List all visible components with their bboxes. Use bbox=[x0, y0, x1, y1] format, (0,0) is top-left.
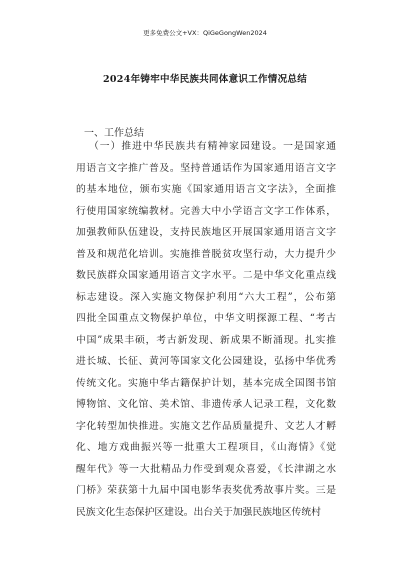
paragraph-line: 标志建设。深入实施文物保护利用“六大工程”，公布第 bbox=[76, 291, 336, 303]
section-heading: 一、工作总结 bbox=[84, 128, 144, 139]
paragraph-line: 博物馆、文化馆、美术馆、非遗传承人记录工程，文化数 bbox=[76, 399, 336, 410]
body-paragraph bbox=[76, 136, 336, 523]
paragraph-line: 行使用国家统编教材。完善大中小学语言文字工作体系， bbox=[76, 205, 336, 217]
paragraph-line: 进长城、长征、黄河等国家文化公园建设，弘扬中华优秀 bbox=[76, 356, 336, 367]
paragraph-line: 化、地方戏曲振兴等一批重大工程项目，《山海情》《觉 bbox=[76, 442, 336, 453]
paragraph-line: 用语言文字推广普及。坚持普通话作为国家通用语言文字 bbox=[76, 162, 336, 174]
paragraph-line: 数民族群众国家通用语言文字水平。二是中华文化重点线 bbox=[76, 270, 336, 281]
paragraph-line: （一）推进中华民族共有精神家园建设。一是国家通 bbox=[89, 141, 336, 152]
paragraph-line: 醒年代》等一大批精品力作受到观众喜爱，《长津湖之水 bbox=[76, 463, 336, 475]
paragraph-line: 加强教师队伍建设，支持民族地区开展国家通用语言文字 bbox=[76, 227, 336, 238]
paragraph-line: 字化转型加快推进。实施文艺作品质量提升、文艺人才孵 bbox=[76, 420, 336, 432]
paragraph-line: 的基本地位，颁布实施《国家通用语言文字法》，全面推 bbox=[76, 184, 336, 195]
header-note: 更多免费公文+VX：QiGeGongWen2024 bbox=[143, 29, 267, 37]
paragraph-line: 门桥》荣获第十九届中国电影华表奖优秀故事片奖。三是 bbox=[76, 485, 336, 496]
paragraph-line: 普及和规范化培训。实施推普脱贫攻坚行动，大力提升少 bbox=[76, 248, 336, 260]
paragraph-line: 传统文化。实施中华古籍保护计划，基本完成全国图书馆 bbox=[76, 377, 336, 389]
paragraph-line: 中国”成果丰硕，考古新发现、新成果不断涌现。扎实推 bbox=[76, 334, 336, 346]
paragraph-line: 四批全国重点文物保护单位，中华文明探源工程、“考古 bbox=[76, 313, 336, 324]
paragraph-line: 民族文化生态保护区建设。出台关于加强民族地区传统村 bbox=[76, 506, 321, 518]
document-title: 2024年铸牢中华民族共同体意识工作情况总结 bbox=[102, 74, 308, 85]
